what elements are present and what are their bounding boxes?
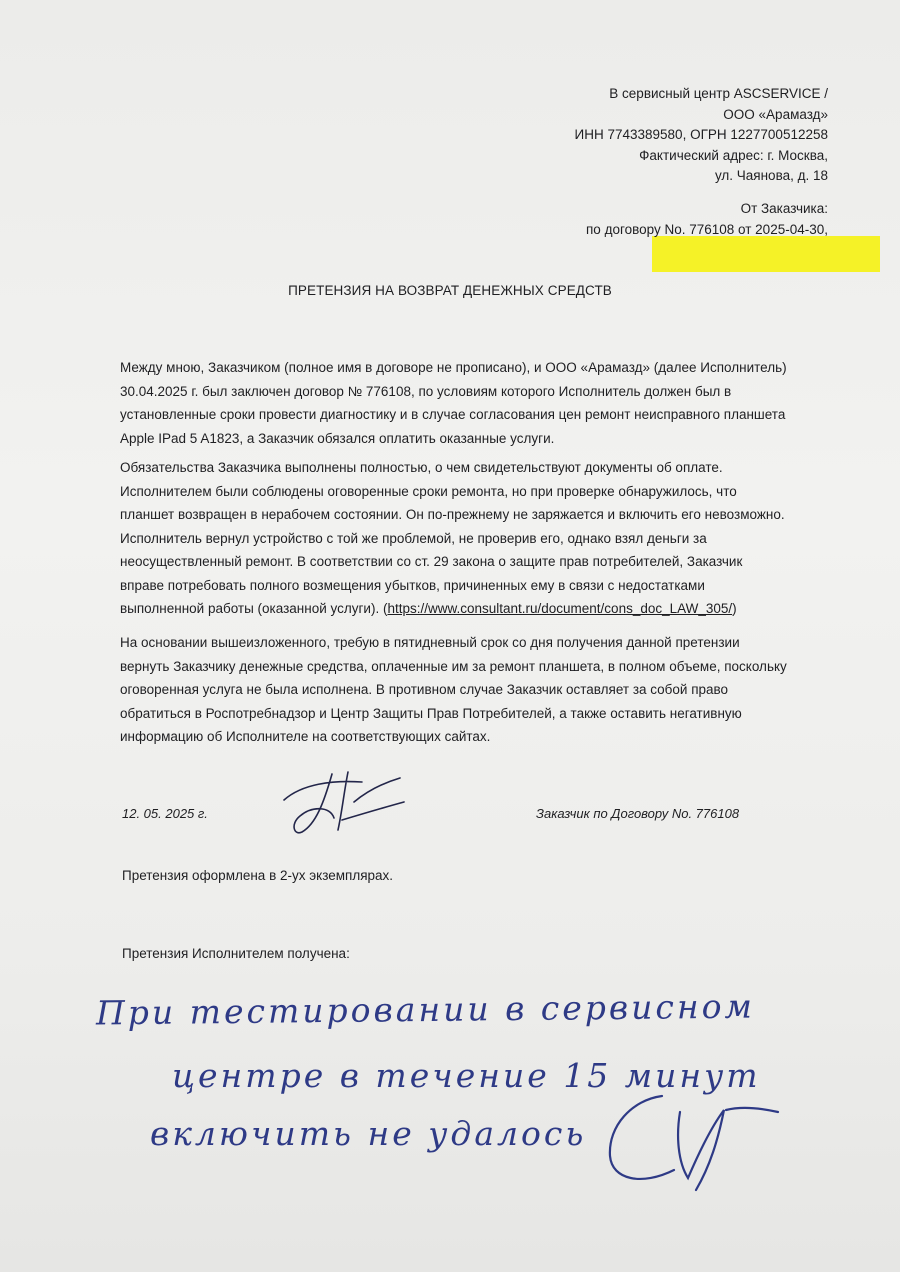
- recipient-line: ул. Чаянова, д. 18: [714, 168, 828, 183]
- document-title: ПРЕТЕНЗИЯ НА ВОЗВРАТ ДЕНЕЖНЫХ СРЕДСТВ: [288, 283, 612, 298]
- paragraph-line: Apple IPad 5 A1823, а Заказчик обязался оплатить оказанные услуги.: [120, 430, 555, 446]
- paragraph-demand: [120, 631, 840, 749]
- paragraph-line: информацию об Исполнителе на соответствующих сайтах.: [120, 729, 491, 744]
- paragraph-line: неосуществленный ремонт. В соответствии со ст. 29 закона о защите прав потребителей, Заказчик: [120, 554, 743, 569]
- recipient-line: ООО «Арамазд»: [723, 106, 828, 122]
- paragraph-line: планшет возвращен в нерабочем состоянии. Он по-прежнему не заряжается и включить его невозможно.: [120, 507, 785, 522]
- document-date: 12. 05. 2025 г.: [122, 806, 208, 821]
- paragraph-contract: [120, 356, 840, 450]
- paragraph-line: вернуть Заказчику денежные средства, оплаченные им за ремонт планшета, в полном объеме, поскольку: [120, 658, 787, 674]
- paragraph-line: вправе потребовать полного возмещения убытков, причиненных ему в связи с недостатками: [120, 577, 705, 593]
- paragraph-text: выполненной работы (оказанной услуги). (: [120, 601, 388, 616]
- customer-signature: [272, 762, 422, 842]
- paragraph-line: обратиться в Роспотребнадзор и Центр Защиты Прав Потребителей, а также оставить негативную: [120, 705, 742, 721]
- paragraph-line: [120, 597, 840, 621]
- paragraph-line: На основании вышеизложенного, требую в пятидневный срок со дня получения данной претензии: [120, 635, 740, 650]
- paragraph-line: Исполнителем были соблюдены оговоренные сроки ремонта, но при проверке обнаружилось, что: [120, 483, 737, 499]
- received-note: Претензия Исполнителем получена:: [122, 946, 350, 961]
- recipient-line: Фактический адрес: г. Москва,: [639, 147, 828, 163]
- handwritten-line: включить не удалось: [150, 1114, 587, 1153]
- paragraph-line: установленные сроки провести диагностику и в случае согласования цен ремонт неисправного планшета: [120, 407, 786, 422]
- recipient-block: [575, 84, 828, 187]
- paragraph-text: ): [732, 601, 737, 616]
- handwritten-line: При тестировании в сервисном: [95, 986, 756, 1033]
- recipient-line: В сервисный центр ASCSERVICE /: [609, 86, 828, 101]
- handwritten-line: центре в течение 15 минут: [172, 1056, 761, 1095]
- law-link[interactable]: https://www.consultant.ru/document/cons_doc_LAW_305/: [387, 601, 733, 616]
- highlighter-mark: [652, 236, 880, 272]
- paragraph-line: Между мною, Заказчиком (полное имя в договоре не прописано), и ООО «Арамазд» (далее Исполнитель): [120, 360, 787, 375]
- signature-label: Заказчик по Договору No. 776108: [536, 806, 740, 821]
- paragraph-line: 30.04.2025 г. был заключен договор № 776108, по условиям которого Исполнитель должен был в: [120, 383, 732, 399]
- paragraph-claim: [120, 456, 840, 621]
- recipient-line: ИНН 7743389580, ОГРН 1227700512258: [574, 127, 828, 142]
- paragraph-line: Обязательства Заказчика выполнены полностью, о чем свидетельствуют документы об оплате.: [120, 460, 723, 475]
- customer-block: [586, 198, 828, 240]
- customer-line: От Заказчика:: [740, 201, 828, 216]
- paragraph-line: оговоренная услуга не была исполнена. В противном случае Заказчик оставляет за собой право: [120, 682, 729, 697]
- copies-note: Претензия оформлена в 2-ух экземплярах.: [122, 868, 394, 883]
- paragraph-line: Исполнитель вернул устройство с той же проблемой, не проверив его, однако взял деньги за: [120, 530, 707, 546]
- contractor-signature: [592, 1086, 792, 1196]
- customer-line: по договору No. 776108 от 2025-04-30,: [586, 222, 828, 237]
